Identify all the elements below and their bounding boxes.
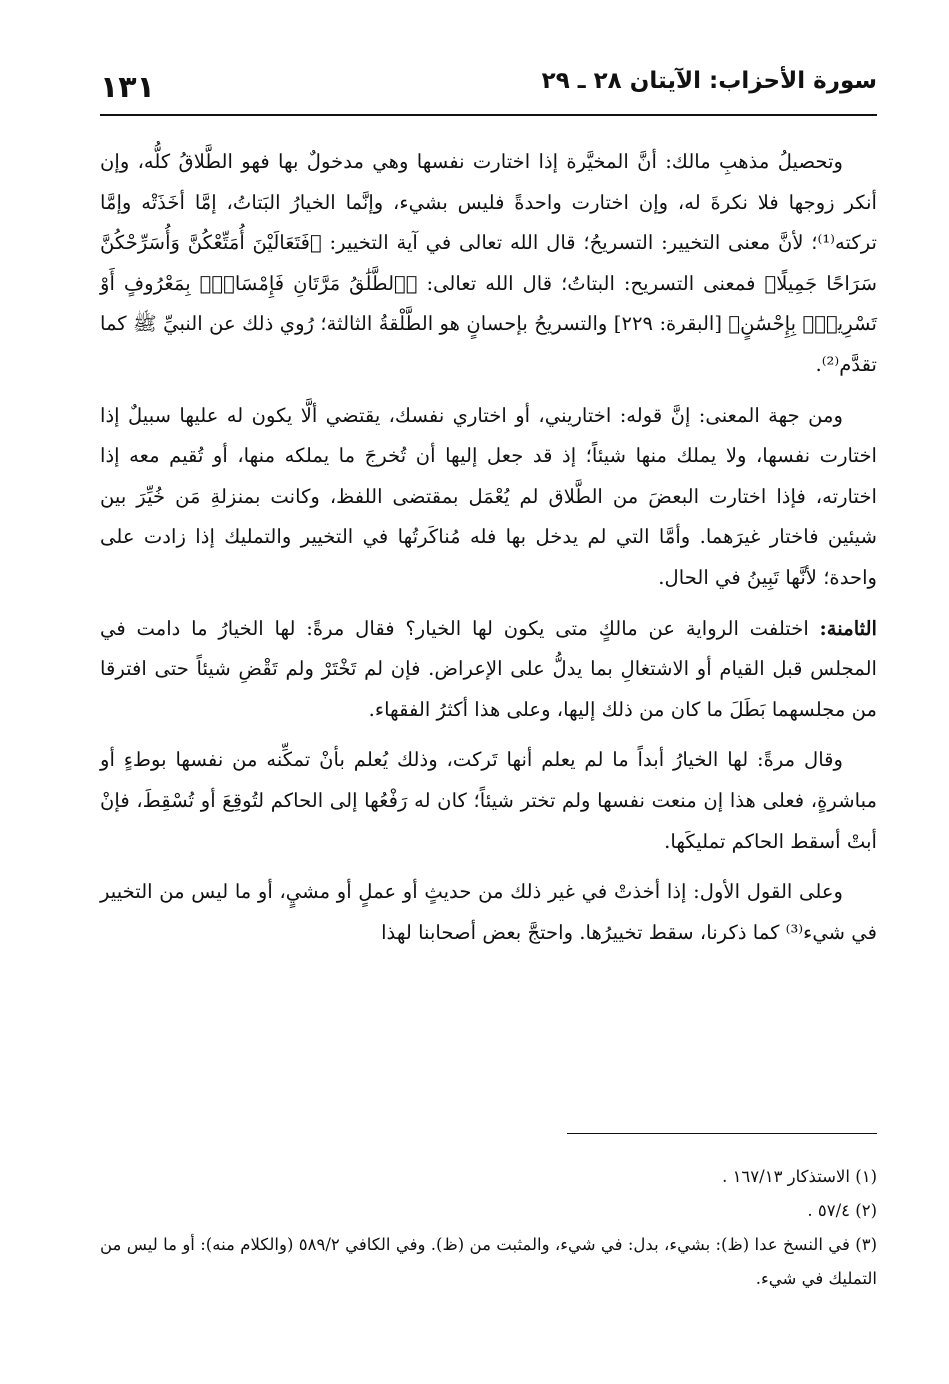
footnote-divider	[567, 1133, 877, 1134]
paragraph	[100, 142, 877, 386]
page-number: ١٣١	[100, 70, 155, 105]
paragraph	[100, 609, 877, 731]
page-header	[100, 66, 877, 116]
footnote: (٢) ٥٧/٤ .	[807, 1201, 877, 1220]
footnote: (٣) في النسخ عدا (ظ): بشيء، بدل: في شيء، والمثبت من (ظ). وفي الكافي ٥٨٩/٢ (والكلام منه): أو ما ليس من التمليك في شيء.	[100, 1235, 877, 1288]
paragraph-text: وتحصيلُ مذهبِ مالك: أنَّ المخيَّرة إذا اختارت نفسها وهي مدخولٌ بها فهو الطَّلاقُ كلُّه، وإن أنكر زوجها فلا نكرةَ له، وإن اختارت واحدةً فليس بشيء، وإنَّما الخيارُ البَتاتُ، إمَّا أخَذَتْه وإمَّا تركته⁽¹⁾؛ لأنَّ معنى التخيير: التسريحُ؛ قال الله تعالى في آية التخيير: ﴿فَتَعَالَيْنَ أُمَتِّعْكُنَّ وَأُسَرِّحْكُنَّ سَرَاحًا جَمِيلًا﴾ فمعنى التسريح: البتاتُ؛ قال الله تعالى: ﴿ٱلطَّلَٰقُ مَرَّتَانِ فَإِمْسَاكٌۢ بِمَعْرُوفٍ أَوْ تَسْرِيحٌۢ بِإِحْسَٰنٍ﴾ [البقرة: ٢٢٩] والتسريحُ بإحسانٍ هو الطَّلْقةُ الثالثة؛ رُوي ذلك عن النبيِّ ﷺ كما تقدَّم⁽²⁾.	[100, 150, 877, 376]
paragraph-text: ومن جهة المعنى: إنَّ قوله: اختاريني، أو اختاري نفسك، يقتضي ألَّا يكون له عليها سبيلٌ إذا اختارت نفسها، ولا يملك منها شيئاً؛ إذ قد جعل إليها أن تُخرجَ ما يملكه منها، أو تُقيم معه إذا اختارته، فإذا اختارت البعضَ من الطَّلاق لم يُعْمَل بمقتضى اللفظ، وكانت بمنزلةِ مَن خُيِّرَ بين شيئين فاختار غيرَهما. وأمَّا التي لم يدخل بها فله مُناكَرتُها في التخيير والتمليك إذا زادت على واحدة؛ لأنَّها تَبِينُ في الحال.	[100, 403, 877, 589]
section-lead: الثامنة:	[819, 616, 877, 640]
main-text	[100, 142, 877, 963]
paragraph-text: وقال مرةً: لها الخيارُ أبداً ما لم يعلم أنها تَركت، وذلك يُعلم بأنْ تمكِّنه من نفسها بوطءٍ أو مباشرةٍ، فعلى هذا إن منعت نفسها ولم تختر شيئاً؛ كان له رَفْعُها إلى الحاكم لتُوقِعَ أو تُسْقِطَ، فإنْ أبتْ أسقط الحاكم تمليكَها.	[100, 748, 877, 853]
paragraph-text: اختلفت الرواية عن مالكٍ متى يكون لها الخيار؟ فقال مرةً: لها الخيارُ ما دامت في المجلس قبل القيام أو الاشتغالِ بما يدلُّ على الإعراض. فإن لم تَخْتَرْ ولم تَقْضِ شيئاً حتى افترقا من مجلسهما بَطَلَ ما كان من ذلك إليها، وعلى هذا أكثرُ الفقهاء.	[100, 616, 877, 721]
paragraph	[100, 740, 877, 862]
paragraph	[100, 396, 877, 599]
paragraph	[100, 872, 877, 953]
running-title: سورة الأحزاب: الآيتان ٢٨ ـ ٢٩	[541, 68, 877, 94]
footnotes	[100, 1160, 877, 1296]
footnote: (١) الاستذكار ١٦٧/١٣ .	[722, 1167, 877, 1186]
paragraph-text: وعلى القول الأول: إذا أخذتْ في غير ذلك من حديثٍ أو عملٍ أو مشيٍ، أو ما ليس من التخيير في شيء⁽³⁾ كما ذكرنا، سقط تخييرُها. واحتجَّ بعض أصحابنا لهذا	[100, 880, 877, 944]
